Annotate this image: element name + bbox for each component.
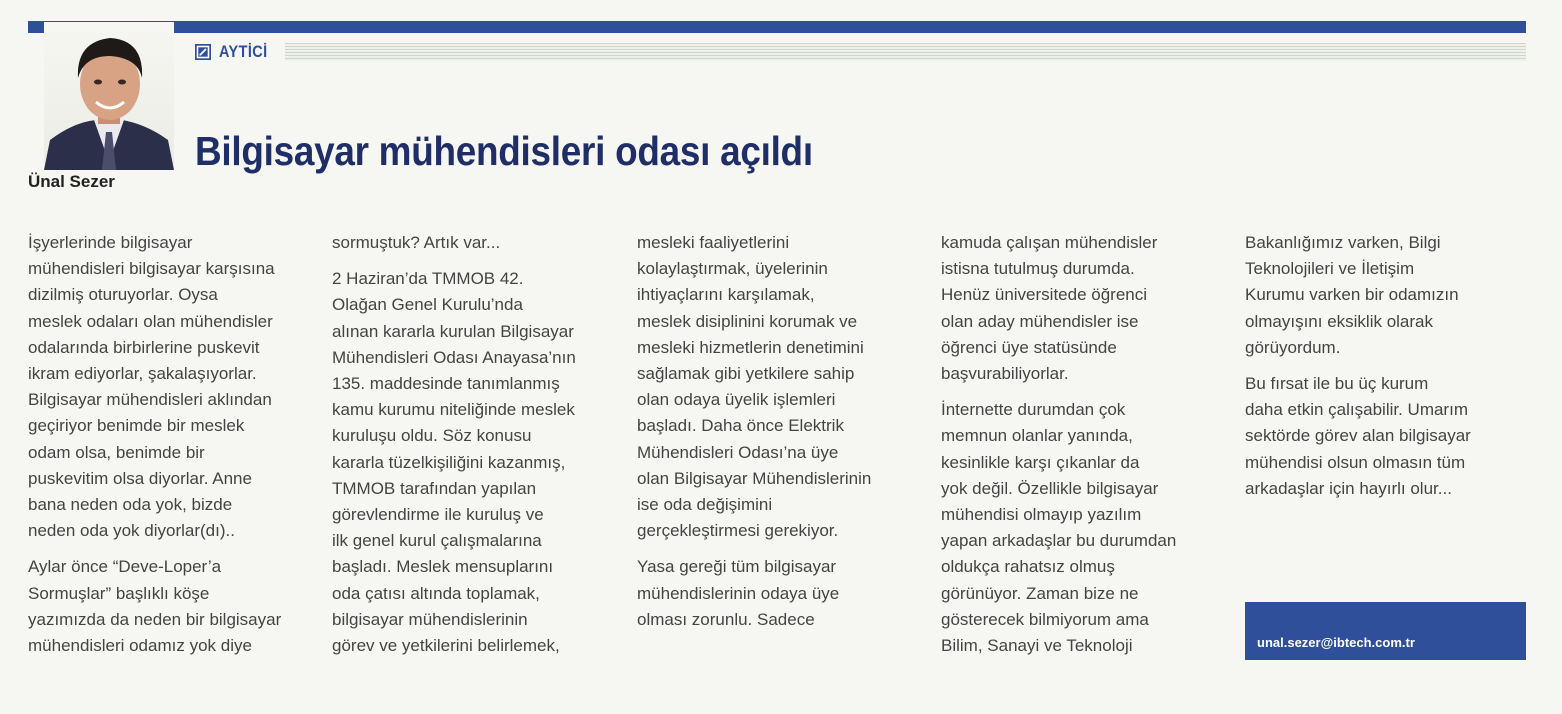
text-line: geçiriyor benimde bir meslek	[28, 416, 245, 436]
text-line: Yasa gereği tüm bilgisayar	[637, 557, 837, 577]
text-line: Mühendisleri Odası’na üye	[637, 442, 839, 462]
text-line: olan Bilgisayar Mühendislerinin	[637, 468, 872, 488]
article-column-2	[332, 230, 576, 669]
text-line: görüyordum.	[1245, 337, 1341, 357]
text-line: kararla tüzelkişiliğini kazanmış,	[332, 452, 566, 472]
text-line: mühendisleri bilgisayar karşısına	[28, 259, 275, 279]
author-email-box	[1245, 602, 1526, 660]
text-line: memnun olanlar yanında,	[941, 426, 1133, 446]
article-paragraph	[332, 230, 576, 256]
text-line: İnternette durumdan çok	[941, 400, 1126, 420]
text-line: meslek disiplinini korumak ve	[637, 311, 858, 331]
article-column-1	[28, 230, 281, 669]
article-headline: Bilgisayar mühendisleri odası açıldı	[195, 128, 813, 174]
text-line: Kurumu varken bir odamızın	[1245, 285, 1459, 305]
text-line: odam olsa, benimde bir	[28, 442, 205, 462]
text-line: yazımızda da neden bir bilgisayar	[28, 609, 282, 629]
article-paragraph	[1245, 230, 1471, 361]
text-line: Bilgisayar mühendisleri aklından	[28, 390, 272, 410]
text-line: Bakanlığımız varken, Bilgi	[1245, 233, 1441, 252]
text-line: gösterecek bilmiyorum ama	[941, 609, 1149, 629]
text-line: Bu fırsat ile bu üç kurum	[1245, 374, 1429, 394]
text-line: Bilim, Sanayi ve Teknoloji	[941, 636, 1133, 656]
text-line: ilk genel kurul çalışmalarına	[332, 531, 542, 551]
article-paragraph	[941, 397, 1176, 659]
article-paragraph	[28, 230, 281, 544]
text-line: oda çatısı altında toplamak,	[332, 583, 540, 603]
text-line: kolaylaştırmak, üyelerinin	[637, 259, 828, 279]
text-line: Sormuşlar” başlıklı köşe	[28, 583, 210, 603]
section-header	[195, 42, 1526, 62]
text-line: odalarında birbirlerine puskevit	[28, 337, 260, 357]
text-line: başvurabiliyorlar.	[941, 364, 1069, 384]
text-line: mesleki hizmetlerin denetimini	[637, 337, 864, 357]
text-line: Olağan Genel Kurulu’nda	[332, 295, 523, 315]
article-column-4	[941, 230, 1176, 669]
text-line: sektörde görev alan bilgisayar	[1245, 426, 1471, 446]
text-line: sağlamak gibi yetkilere sahip	[637, 364, 855, 384]
text-line: daha etkin çalışabilir. Umarım	[1245, 400, 1468, 420]
section-stripe-rule	[285, 43, 1526, 61]
text-line: ihtiyaçlarını karşılamak,	[637, 285, 815, 305]
article-paragraph	[332, 266, 576, 659]
text-line: Aylar önce “Deve-Loper’a	[28, 557, 222, 577]
text-line: mühendislerinin odaya üye	[637, 583, 840, 603]
text-line: ise oda değişimini	[637, 495, 773, 515]
text-line: dizilmiş oturuyorlar. Oysa	[28, 285, 218, 305]
text-line: görevlendirme ile kuruluş ve	[332, 505, 544, 525]
text-line: ikram ediyorlar, şakalaşıyorlar.	[28, 364, 257, 384]
text-line: yok değil. Özellikle bilgisayar	[941, 478, 1159, 498]
text-line: meslek odaları olan mühendisler	[28, 311, 273, 331]
article-paragraph	[637, 230, 871, 544]
text-line: Teknolojileri ve İletişim	[1245, 259, 1415, 279]
pen-square-icon	[195, 44, 211, 60]
text-line: olan odaya üyelik işlemleri	[637, 390, 836, 410]
text-line: istisna tutulmuş durumda.	[941, 259, 1135, 279]
text-line: oldukça rahatsız olmuş	[941, 557, 1115, 577]
article-column-3	[637, 230, 871, 643]
text-line: görünüyor. Zaman bize ne	[941, 583, 1139, 603]
text-line: mühendisleri odamız yok diye	[28, 636, 252, 656]
text-line: mühendisi olsun olmasın tüm	[1245, 452, 1466, 472]
article-paragraph	[941, 230, 1176, 387]
text-line: 2 Haziran’da TMMOB 42.	[332, 269, 524, 289]
text-line: olması zorunlu. Sadece	[637, 609, 815, 629]
text-line: 135. maddesinde tanımlanmış	[332, 374, 560, 394]
text-line: Mühendisleri Odası Anayasa’nın	[332, 347, 576, 367]
text-line: mühendisi olmayıp yazılım	[941, 505, 1142, 525]
article-paragraph	[28, 554, 281, 659]
text-line: TMMOB tarafından yapılan	[332, 478, 537, 498]
text-line: arkadaşlar için hayırlı olur...	[1245, 478, 1452, 498]
text-line: gerçekleştirmesi gerekiyor.	[637, 521, 839, 541]
text-line: öğrenci üye statüsünde	[941, 337, 1117, 357]
text-line: bana neden oda yok, bizde	[28, 495, 233, 515]
text-line: puskevitim olsa diyorlar. Anne	[28, 468, 252, 488]
author-photo	[44, 22, 174, 170]
text-line: kuruluşu oldu. Söz konusu	[332, 426, 532, 446]
text-line: yapan arkadaşlar bu durumdan	[941, 531, 1177, 551]
text-line: kesinlikle karşı çıkanlar da	[941, 452, 1140, 472]
section-label: AYTİCİ	[219, 42, 268, 61]
text-line: kamu kurumu niteliğinde meslek	[332, 400, 575, 420]
text-line: başladı. Meslek mensuplarını	[332, 557, 554, 577]
article-paragraph	[1245, 371, 1471, 502]
text-line: neden oda yok diyorlar(dı)..	[28, 521, 235, 541]
author-email[interactable]: unal.sezer@ibtech.com.tr	[1257, 635, 1415, 650]
text-line: başladı. Daha önce Elektrik	[637, 416, 844, 436]
text-line: İşyerlerinde bilgisayar	[28, 233, 193, 252]
article-column-5	[1245, 230, 1471, 512]
text-line: Henüz üniversitede öğrenci	[941, 285, 1148, 305]
text-line: olmayışını eksiklik olarak	[1245, 311, 1434, 331]
text-line: sormuştuk? Artık var...	[332, 233, 501, 252]
article-paragraph	[637, 554, 871, 633]
text-line: olan aday mühendisler ise	[941, 311, 1139, 331]
text-line: bilgisayar mühendislerinin	[332, 609, 528, 629]
top-accent-bar	[28, 21, 1526, 33]
text-line: kamuda çalışan mühendisler	[941, 233, 1158, 252]
text-line: mesleki faaliyetlerini	[637, 233, 790, 252]
text-line: görev ve yetkilerini belirlemek,	[332, 636, 560, 656]
author-name: Ünal Sezer	[28, 172, 115, 191]
text-line: alınan kararla kurulan Bilgisayar	[332, 321, 574, 341]
